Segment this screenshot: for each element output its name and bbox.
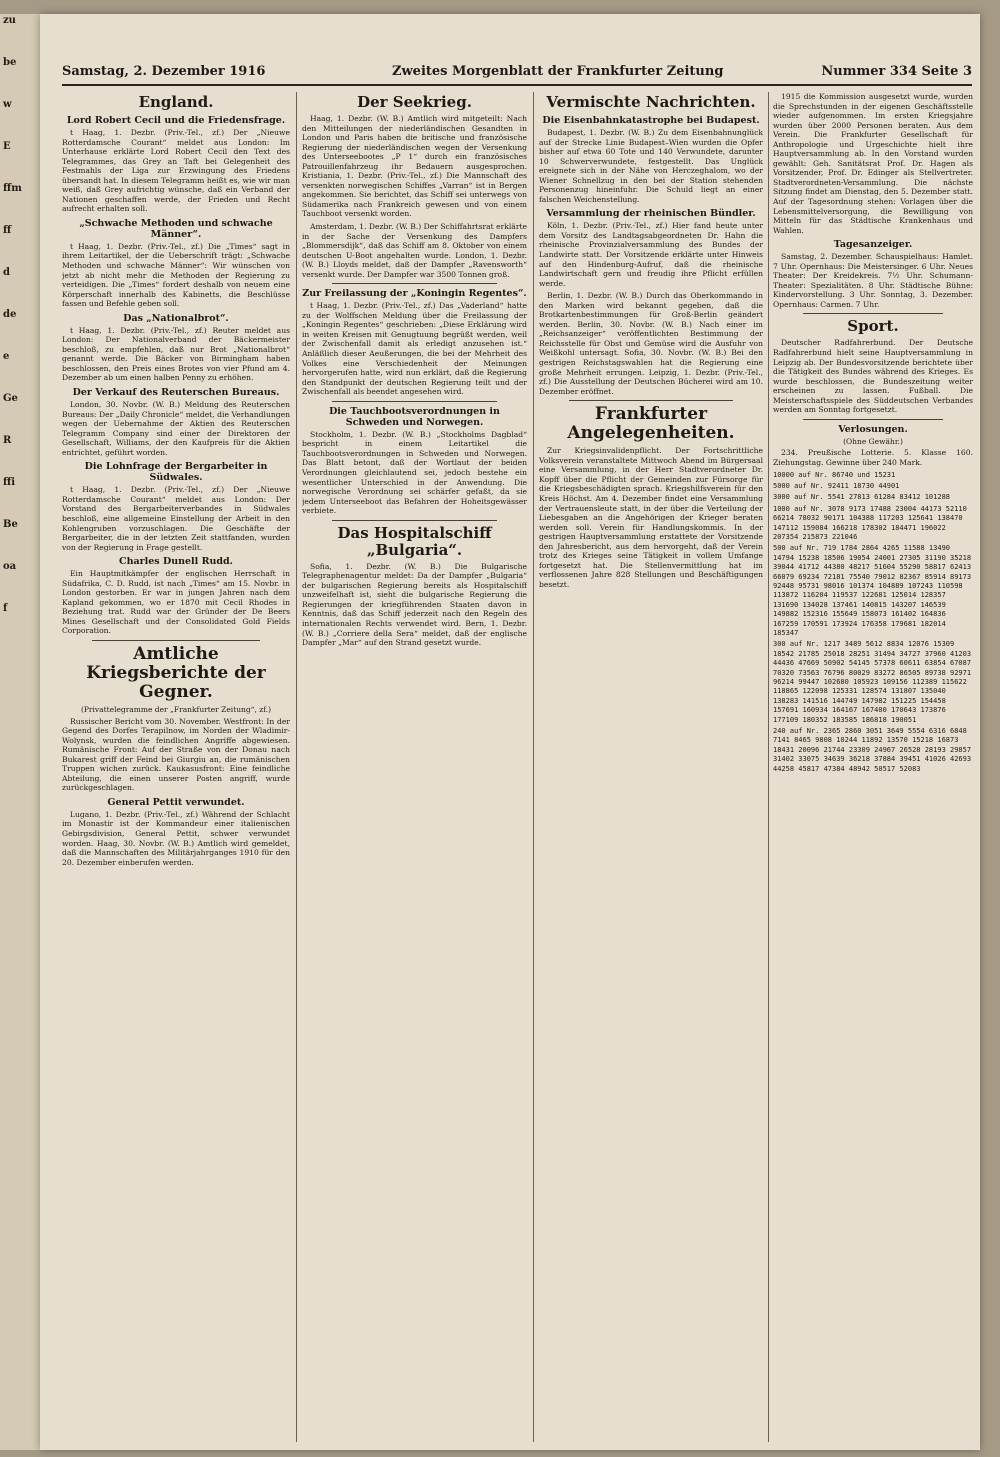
article-body: t Haag, 1. Dezbr. (Priv.-Tel., zf.) Der „Nieuwe Rotterdamsche Courant“ meldet aus London: Im Unterhause erklärte Lord Robert Cecil den Text des Telegrammes, das Grey an Taft bei Gelegenheit des Festmahls der Liga zur Erzwingung des Friedens übersandt hat. In diesem Telegramm heißt es, wie wir man weiß, daß Grey aufrichtig wünsche, daß ein Verband der Nationen geschaffen werde, der Frieden und Recht aufrecht erhalten soll. — [62, 128, 290, 214]
lotteries-subtitle: (Ohne Gewähr.) — [843, 436, 903, 446]
article-title: Die Lohnfrage der Bergarbeiter in Südwales. — [84, 461, 268, 484]
lottery-entry: 3000 auf Nr. 5541 27813 61284 83412 101288 — [773, 493, 951, 502]
strip-fragment: de — [3, 309, 17, 320]
lottery-entry: 300 auf Nr. 1217 3489 5612 8834 12076 15309 18542 21785 25018 28251 31494 34727 37960 41203 44436 47669 50902 54145 57378 60611 63854 67087 70320 73563 76796 80029 83272 86505 89738 92971 96214 99447 102680 105923 109156 112389 115622 118865 122098 125331 128574 131807 135040 138283 141516 144749 147982 151225 154458 157691 160934 164167 167400 170643 173876 177109 180352 183585 186818 190051 — [773, 640, 972, 724]
strip-fragment: f — [3, 603, 8, 614]
article-body: Köln, 1. Dezbr. (Priv.-Tel., zf.) Hier fand heute unter dem Vorsitz des Landtagsabgeordneten Dr. Hahn die rheinische Provinzialversammlung des Bundes der Landwirte statt. Der Vorsitzende erklärte unter Hinweis auf den Hindenburg-Aufruf, daß die rheinische Landwirtschaft gern und freudig ihre Pflicht erfüllen werde. — [539, 221, 763, 288]
article-body: Zur Kriegsinvalidenpflicht. Der Fortschrittliche Volksverein veranstaltete Mittwoch Abend im Bürgersaal eine Versammlung, in der Herr Stadtverordneter Dr. Kopff über die Pflicht der Gemeinden zur Fürsorge für die Kriegsbeschädigten sprach. Kriegshilfsverein für den Kreis Höchst. Am 4. Dezember findet eine Versammlung der Vertrauensleute statt, in der über die Verteilung der Liebesgaben an die Angehörigen der Krieger beraten werden soll. Verein für Handlungskommis. In der gestrigen Hauptversammlung erstattete der Vorsitzende den Jahresbericht, aus dem hervorgeht, daß der Verein trotz des Krieges seine Tätigkeit in vollem Umfange fortgesetzt hat. Die Stellenvermittlung hat im verflossenen Jahre 828 Stellungen und Beschäftigungen besetzt. — [539, 446, 763, 589]
section-heading-sport: Sport. — [847, 317, 899, 336]
article-body: 1915 die Kommission ausgesetzt wurde, wurden die Sprechstunden in der eigenen Geschäftsstelle wieder aufgenommen. Im ersten Kriegsjahre wurden über 2000 Personen beraten. Aus dem Verein. Die Frankfurter Gesellschaft für Anthropologie und Urgeschichte hielt ihre Hauptversammlung ab. In den Vorstand wurden gewählt: Geh. Sanitätsrat Prof. Dr. Hagen als Vorsitzender, Prof. Dr. Edinger als Stellvertreter. Stadtverordneten-Versammlung. Die nächste Sitzung findet am Dienstag, den 5. Dezember statt. Auf der Tagesordnung stehen: Vorlagen über die Lebensmittelversorgung, die Bewilligung von Mitteln für das Städtische Krankenhaus und Wahlen. — [773, 92, 973, 235]
strip-fragment: ff — [3, 225, 12, 236]
strip-fragment: be — [3, 57, 17, 68]
divider — [92, 640, 260, 641]
article-body: London, 30. Novbr. (W. B.) Meldung des Reuterschen Bureaus: Der „Daily Chronicle“ meldet, die Verhandlungen wegen der Uebernahme der Aktien des Reuterschen Telegramm Company sind einer der Direktoren der Gesellschaft, Williams, der den Kaufpreis für die Aktien entrichtet, geführt worden. — [62, 400, 290, 457]
article-body: t Haag, 1. Dezbr. (Priv.-Tel., zf.) Das „Vaderland“ hatte zu der Wolffschen Meldung über die Freilassung der „Koningin Regentes“ geschrieben: „Diese Erklärung wird in weiten Kreisen mit Genugtuung begrüßt werden, weil der Zwischenfall damit als erledigt anzusehen ist.“ Anläßlich dieser Aeußerungen, die bei der Mehrheit des Volkes eine Verschiedenheit der Meinungen hervorgerufen hatte, wird nun erklärt, daß die Regierung den Standpunkt der deutschen Regierung teilt und der Zwischenfall als beendet angesehen wird. — [302, 301, 527, 397]
column-england — [62, 92, 290, 1442]
strip-fragment: ffi — [3, 477, 16, 488]
masthead-page-number: Nummer 334 Seite 3 — [821, 64, 972, 79]
masthead-date: Samstag, 2. Dezember 1916 — [62, 64, 266, 79]
article-body: Budapest, 1. Dezbr. (W. B.) Zu dem Eisenbahnunglück auf der Strecke Linie Budapest–Wien wurden die Opfer bisher auf etwa 60 Tote und 140 Verwundete, darunter 10 Schwerverwundete, festgestellt. Das Unglück ereignete sich in der Nähe von Herczeghalom, wo der Wiener Schnellzug in den bei der Station stehenden Personenzug hineinfuhr. Die Schuld liegt an einer falschen Weichenstellung. — [539, 128, 763, 204]
article-title: Die Tauchbootsverordnungen in Schweden und Norwegen. — [329, 405, 500, 428]
column-notices — [773, 92, 973, 1442]
calendar-body: Samstag, 2. Dezember. Schauspielhaus: Hamlet. 7 Uhr. Opernhaus: Die Meistersinger. 6 Uhr. Neues Theater: Der Kreidekreis. 7½ Uhr. Schumann-Theater: Spezialitäten. 8 Uhr. Städtische Bühne: Kindervorstellung. 3 Uhr. Sonntag, 3. Dezember. Opernhaus: Carmen. 7 Uhr. — [773, 252, 973, 309]
strip-fragment: w — [3, 99, 12, 110]
sport-body: Deutscher Radfahrerbund. Der Deutsche Radfahrerbund hielt seine Hauptversammlung in Leipzig ab. Der Bundesvorsitzende berichtete über die Tätigkeit des Bundes während des Krieges. Es wurde beschlossen, die Bundeszeitung weiter erscheinen zu lassen. Fußball. Die Meisterschaftsspiele des Süddeutschen Verbandes werden am Sonntag fortgesetzt. — [773, 338, 973, 415]
war-reports-subtitle: (Privattelegramme der „Frankfurter Zeitung“, zf.) — [80, 704, 272, 714]
masthead — [62, 62, 972, 86]
section-heading-miscellaneous: Vermischte Nachrichten. — [546, 93, 756, 111]
article-body: t Haag, 1. Dezbr. (Priv.-Tel., zf.) Die „Times“ sagt in ihrem Leitartikel, der die Ueberschrift trägt: „Schwache Methoden und schwache Männer“: Wir wünschen von jetzt ab nicht mehr die Methoden der Regierung zu verteidigen. Die „Times“ fordert deshalb von neuem eine Körperschaft innerhalb des Kabinetts, die Beschlüsse fassen und Befehle geben soll. — [62, 241, 290, 309]
article-title: Charles Dunell Rudd. — [119, 556, 233, 568]
article-title: General Pettit verwundet. — [107, 796, 245, 808]
divider — [803, 313, 943, 314]
article-body: Ein Hauptmitkämpfer der englischen Herrschaft in Südafrika, C. D. Rudd, ist nach „Times“ am 15. Novbr. in London gestorben. Er war in jungen Jahren nach dem Kapland gekommen, wo er 1870 mit Cecil Rhodes in Beziehung trat. Rudd war der Gründer der De Beers Mines Gesellschaft und der Consolidated Gold Fields Corporation. — [62, 569, 290, 636]
lotteries-intro: 234. Preußische Lotterie. 5. Klasse 160. Ziehungstag. Gewinne über 240 Mark. — [773, 448, 973, 467]
column-rule — [533, 92, 534, 1442]
divider — [569, 400, 733, 401]
article-title-hospital-ship: Das Hospitalschiff „Bulgaria“. — [337, 523, 492, 559]
article-body: t Haag, 1. Dezbr. (Priv.-Tel., zf.) Der „Nieuwe Rotterdamsche Courant“ meldet aus London: Der Vorstand des Bergarbeiterverbandes in Südwales beschloß, eine allgemeine Einstellung der Arbeit in den Kohlengruben vorzuschlagen. Die Geschäfte der Bergarbeiter, die in der letzten Zeit stattfanden, wurden von der Regierung in Frage gestellt. — [62, 485, 290, 552]
article-body: Haag, 1. Dezbr. (W. B.) Amtlich wird mitgeteilt: Nach den Mitteilungen der niederländischen Gesandten in London und Paris haben die britische und französische Regierung der niederländischen wegen der Versenkung des Unterseebootes „P 1“ durch ein französisches Patrouillenfahrzeug ihr Bedauern ausgesprochen. Kristiania, 1. Dezbr. (Priv.-Tel., zf.) Die Mannschaft des versenkten norwegischen Schiffes „Varran“ ist in Bergen angekommen. Sie berichtet, das Schiff sei unterwegs von Südamerika nach Frankreich gewesen und von einem Tauchboot versenkt worden. — [302, 114, 527, 219]
strip-fragment: R — [3, 435, 12, 446]
column-naval-war — [302, 92, 527, 1442]
war-reports-body: Russischer Bericht vom 30. November. Westfront: In der Gegend des Dorfes Terapilnow, im Norden der Wladimir-Wolynsk, wurden die feindlichen Angriffe abgewiesen. Rumänische Front: Auf der Straße von der Donau nach Bukarest griff der Feind bei Giurgiu an, die rumänischen Truppen wichen zurück. Kaukasusfront: Eine feindliche Abteilung, die einen unserer Posten angriff, wurde zurückgeschlagen. — [62, 716, 290, 793]
strip-fragment: E — [3, 141, 11, 152]
article-title: „Schwache Methoden und schwache Männer“. — [79, 217, 273, 240]
article-body: Sofia, 1. Dezbr. (W. B.) Die Bulgarische Telegraphenagentur meldet: Da der Dampfer „Bulgaria“ der bulgarischen Regierung bereits als Hospitalschiff unzweifelhaft ist, sieht die bulgarische Regierung die Regierungen der kriegführenden Staaten davon in Kenntnis, daß das Schiff jederzeit nach den Regeln des internationalen Rechts verwendet wird. Bern, 1. Dezbr. (W. B.) „Corriere della Sera“ meldet, daß der englische Dampfer „Mar“ auf den Strand gesetzt wurde. — [302, 561, 527, 648]
newspaper-page — [40, 14, 980, 1450]
section-heading-war-reports: Amtliche Kriegsberichte der Gegner. — [86, 643, 266, 702]
strip-fragment: e — [3, 351, 10, 362]
article-body: Berlin, 1. Dezbr. (W. B.) Durch das Oberkommando in den Marken wird bekannt gegeben, daß die Brotkartenbestimmungen für Groß-Berlin geändert werden. Berlin, 30. Novbr. (W. B.) Nach einer im „Reichsanzeiger“ veröffentlichten Bestimmung der Reichsstelle für Obst und Gemüse wird die Ausfuhr von Weißkohl untersagt. Sofia, 30. Novbr. (W. B.) Bei den gestrigen Reichstagswahlen hat die Regierung eine große Mehrheit errungen. Leipzig, 1. Dezbr. (Priv.-Tel., zf.) Die Ausstellung der Deutschen Bücherei wird am 10. Dezember eröffnet. — [539, 291, 763, 396]
section-heading-calendar: Tagesanzeiger. — [833, 239, 913, 251]
article-title: Die Eisenbahnkatastrophe bei Budapest. — [542, 115, 760, 126]
strip-fragment: d — [3, 267, 10, 278]
strip-fragment: zu — [3, 15, 16, 26]
lottery-number-list — [773, 471, 973, 775]
article-body: Amsterdam, 1. Dezbr. (W. B.) Der Schiffahrtsrat erklärte in der Sache der Versenkung des Dampfers „Blommersdijk“, daß das Schiff am 8. Oktober von einem deutschen U-Boot angehalten wurde. London, 1. Dezbr. (W. B.) Lloyds meldet, daß der Dampfer „Ravensworth“ versenkt wurde. Der Dampfer war 3500 Tonnen groß. — [302, 222, 527, 279]
article-title: Zur Freilassung der „Koningin Regentes“. — [302, 288, 527, 300]
article-title: Versammlung der rheinischen Bündler. — [546, 208, 756, 220]
lottery-entry: 240 auf Nr. 2365 2860 3051 3649 5554 6316 6848 7141 8465 9808 10244 11892 13570 15218 16873 18431 20096 21744 23309 24967 26528 28193 29857 31402 33075 34639 36218 37884 39451 41026 42693 44258 45817 47384 48942 50517 52083 — [773, 727, 972, 773]
article-title: Der Verkauf des Reuterschen Bureaus. — [72, 387, 280, 399]
strip-fragment: Be — [3, 519, 18, 530]
article-body: Lugano, 1. Dezbr. (Priv.-Tel., zf.) Während der Schlacht im Monastir ist der Kommandeur einer italienischen Gebirgsdivision, General Pettit, schwer verwundet worden. Haag, 30. Novbr. (W. B.) Amtlich wird gemeldet, daß die Mannschaften des Militärjahrganges 1910 für den 20. Dezember einberufen werden. — [62, 809, 290, 867]
divider — [803, 419, 943, 420]
lottery-entry: 500 auf Nr. 719 1784 2864 4265 11588 13490 14794 15238 18506 19054 24001 27305 31190 35218 39044 41712 44380 48217 51604 55290 58817 62413 66079 69234 72181 75540 79012 82367 85914 89173 92448 95731 98016 101374 104889 107243 110598 113872 116204 119537 122681 125014 128357 131690 134028 137461 140815 143207 146539 149882 152316 155649 158073 161402 164836 167259 170591 173924 176358 179681 182014 185347 — [773, 544, 972, 637]
lottery-entry: 10000 auf Nr. 86740 und 15231 — [773, 470, 896, 479]
section-heading-england: England. — [138, 93, 214, 111]
divider — [332, 401, 497, 402]
section-heading-lotteries: Verlosungen. — [838, 423, 908, 435]
section-heading-frankfurt: Frankfurter Angelegenheiten. — [567, 404, 735, 444]
strip-fragment: Ge — [3, 393, 18, 404]
lottery-entry: 5000 auf Nr. 92411 18730 44901 — [773, 481, 900, 490]
article-title: Lord Robert Cecil und die Friedensfrage. — [66, 115, 286, 126]
masthead-title: Zweites Morgenblatt der Frankfurter Zeitung — [392, 64, 724, 79]
adjacent-page-strip — [0, 14, 40, 1450]
lottery-entry: 1000 auf Nr. 3078 9173 17488 23004 44173 52110 66214 78032 90171 104388 117203 125641 138470 147112 159084 166218 178302 184471 196022 207354 215873 221046 — [773, 504, 967, 541]
strip-fragment: oa — [3, 561, 17, 572]
article-body: Stockholm, 1. Dezbr. (W. B.) „Stockholms Dagblad“ bespricht in einem Leitartikel die Tauchbootsverordnungen in Schweden und Norwegen. Das Blatt betont, daß der Wortlaut der beiden Verordnungen gleichlautend sei, jedoch bestehe ein wesentlicher Unterschied in der Anwendung. Die norwegische Verordnung sei schärfer gefaßt, da sie jedem Unterseeboot das Befahren der Hoheitsgewässer verbiete. — [302, 429, 527, 516]
divider — [332, 520, 497, 521]
article-title: Das „Nationalbrot“. — [123, 312, 229, 324]
column-miscellaneous — [539, 92, 763, 1442]
article-body: t Haag, 1. Dezbr. (Priv.-Tel., zf.) Reuter meldet aus London: Der Nationalverband der Bäckermeister beschloß, zu empfehlen, daß nur Brot „Nationalbrot“ genannt werde. Die Bäcker von Birmingham haben beschlossen, den Preis eines Brotes von vier Pfund am 4. Dezember ab um einen halben Penny zu erhöhen. — [62, 325, 290, 383]
strip-fragment: ffm — [3, 183, 22, 194]
divider — [332, 283, 497, 284]
column-rule — [768, 92, 769, 1442]
column-rule — [296, 92, 297, 1442]
section-heading-naval-war: Der Seekrieg. — [357, 93, 472, 111]
